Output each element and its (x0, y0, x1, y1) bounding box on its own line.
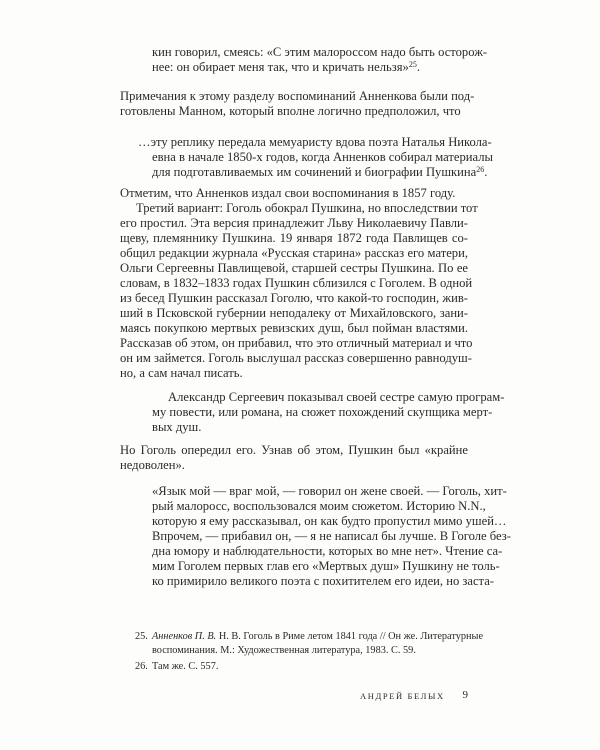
text-line: Отметим, что Анненков издал свои воспоминания в 1857 году. (120, 186, 456, 200)
footnote-25 (135, 630, 484, 658)
block-quote (138, 135, 493, 180)
text-line: он им займется. Гоголь выслушал рассказ совершенно равнодуш- (120, 351, 472, 365)
text-line: дна юмору и наблюдательности, которых во мне нет». Чтение са- (152, 544, 503, 558)
text-line-content: нее: он обирает меня так, что и кричать нельзя» (152, 60, 409, 74)
text-line: для подготавливаемых им сочинений и биографии Пушкина$^{26}$. (152, 165, 488, 179)
text-line: Третий вариант: Гоголь обокрал Пушкина, но впоследствии тот (136, 201, 478, 215)
text-line: нее: он обирает меня так, что и кричать нельзя»$^{25}$. (152, 60, 420, 74)
text-line: рый малоросс, воспользовался моим сюжетом. Историю N.N., (152, 499, 486, 513)
paragraph (120, 89, 475, 119)
running-head: АНДРЕЙ БЕЛЫХ (360, 691, 445, 701)
text-line-content: для подготавливаемых им сочинений и биографии Пушкина (152, 165, 477, 179)
text-line: Ольги Сергеевны Павлищевой, старшей сестры Пушкина. По ее (120, 261, 468, 275)
page-footer (360, 690, 468, 702)
text-line: готовлены Манном, который вполне логично предположил, что (120, 104, 461, 118)
text-line: ко примирило великого поэта с похитителем его идеи, но заста- (152, 574, 494, 588)
text-line: которую я ему рассказывал, он как будто пропустил мимо ушей… (152, 514, 507, 528)
text-line: кин говорил, смеясь: «С этим малороссом надо быть осторож- (152, 45, 488, 59)
page-number: 9 (462, 689, 468, 701)
text-line: недоволен». (120, 458, 185, 472)
text-line: Но Гоголь опередил его. Узнав об этом, Пушкин был «крайне (120, 443, 468, 457)
footnote-citation: Н. В. Гоголь в Риме летом 1841 года // Он же. Литературные (216, 631, 484, 642)
text-line: «Язык мой — враг мой, — говорил он жене своей. — Гоголь, хит- (152, 484, 507, 498)
text-line: Рассказав об этом, он прибавил, что это отличный материал и что (120, 336, 473, 350)
text-line: мим Гоголем первых глав его «Мертвых душ» Пушкину не толь- (152, 559, 500, 573)
footnote-text: воспоминания. М.: Художественная литература, 1983. С. 59. (152, 645, 416, 656)
paragraph (120, 186, 478, 381)
text-line: …эту реплику передала мемуаристу вдова поэта Наталья Никола- (138, 135, 492, 149)
text-line: Александр Сергеевич показывал своей сестре самую програм- (168, 390, 505, 404)
text-line: ший в Псковской губернии неподалеку от Михайловского, зани- (120, 306, 468, 320)
footnote-text: Там же. С. 557. (152, 661, 219, 672)
text-line: му повести, или романа, на сюжет похождений скупщика мерт- (152, 405, 493, 419)
block-quote (152, 484, 511, 589)
quote-continuation (152, 45, 488, 75)
footnote-ref[interactable]: 26 (476, 165, 485, 174)
footnote-text (135, 630, 484, 644)
text-line: евна в начале 1850-х годов, когда Анненков собирал материалы (152, 150, 493, 164)
paragraph (120, 443, 468, 473)
text-line: его простил. Эта версия принадлежит Льву Николаевичу Павли- (120, 216, 468, 230)
text-line: щеву, племяннику Пушкина. 19 января 1872 года Павлищев со- (120, 231, 468, 245)
text-line: словам, в 1832–1833 годах Пушкин сблизился с Гоголем. В одной (120, 276, 473, 290)
text-line: Впрочем, — прибавил он, — я не написал бы лучше. В Гоголе без- (152, 529, 511, 543)
text-line: вых душ. (152, 420, 202, 434)
text-line: Примечания к этому разделу воспоминаний Анненкова были под- (120, 89, 475, 103)
text-line: общил редакции журнала «Русская старина» рассказ его матери, (120, 246, 468, 260)
footnote-26 (135, 660, 468, 674)
footnote-author: Анненков П. В. (152, 631, 217, 642)
text-line: из бесед Пушкин рассказал Гоголю, что какой-то господин, жив- (120, 291, 468, 305)
footnote-number: 25. (135, 631, 148, 642)
text-line: но, а сам начал писать. (120, 366, 243, 380)
footnote-number: 26. (135, 661, 148, 672)
block-quote (152, 390, 505, 435)
text-line: маясь покупкою мертвых ревизских душ, был пойман властями. (120, 321, 468, 335)
footnote-ref[interactable]: 25 (408, 60, 417, 69)
